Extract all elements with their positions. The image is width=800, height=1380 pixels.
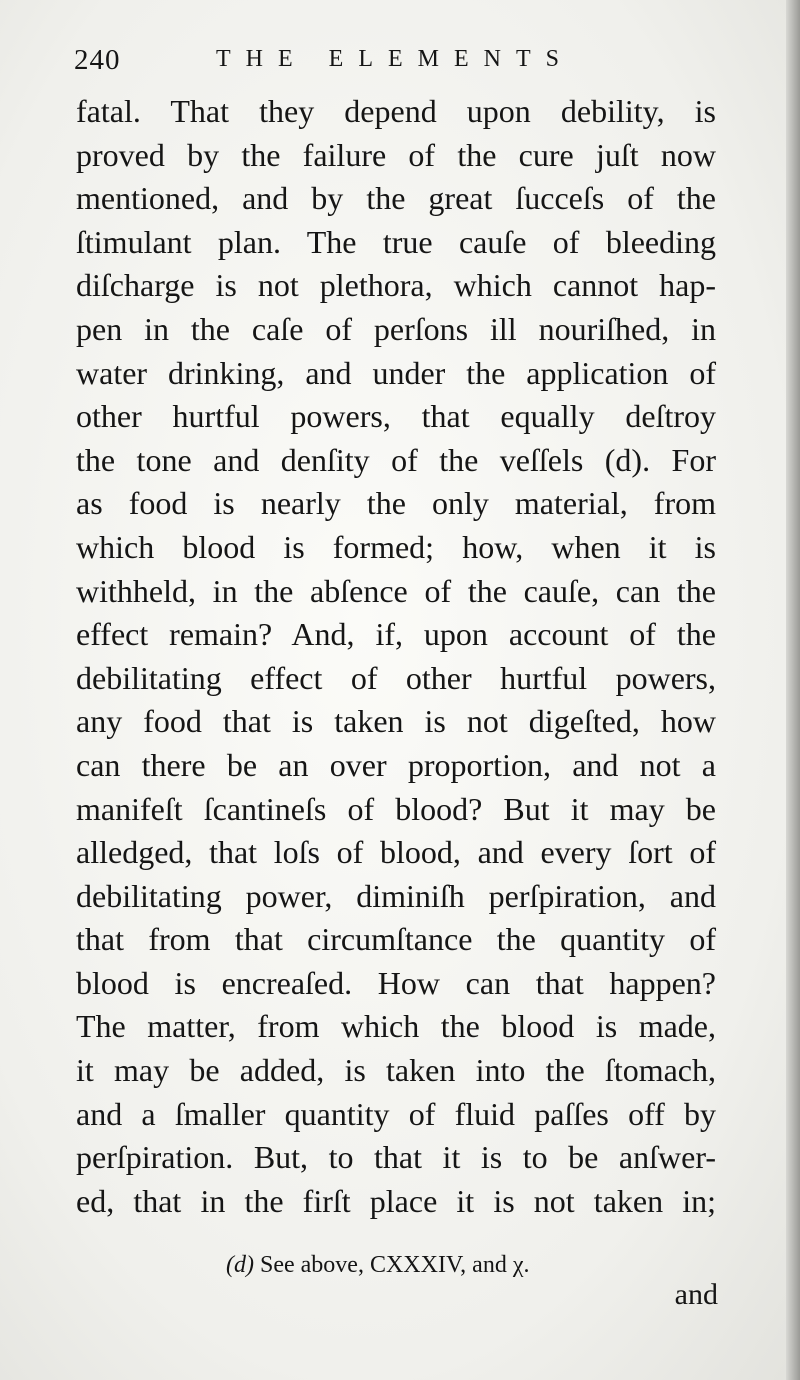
text-line: water drinking, and under the application of [76,354,716,391]
text-line: manifeſt ſcantineſs of blood? But it may be [76,790,716,827]
text-line: it may be added, is taken into the ſtomach, [76,1052,716,1089]
running-head: THE ELEMENTS [216,46,574,72]
text-line: pen in the caſe of perſons ill nouriſhed, in [76,310,716,347]
body-text [76,90,716,1223]
text-line: withheld, in the abſence of the cauſe, can the [76,572,716,609]
text-line: debilitating power, diminiſh perſpiration, and [76,877,716,914]
text-line: debilitating effect of other hurtful powers, [76,659,716,696]
text-line: that from that circumſtance the quantity of [76,921,716,958]
page-header [74,44,720,76]
text-line: mentioned, and by the great ſucceſs of the [76,180,716,217]
text-line: perſpiration. But, to that it is to be anſwer- [76,1139,716,1176]
page-number: 240 [74,44,121,76]
text-line: The matter, from which the blood is made, [76,1008,716,1045]
text-line: diſcharge is not plethora, which cannot hap- [76,267,716,304]
text-line: the tone and denſity of the veſſels (d). For [76,441,716,478]
text-line: which blood is formed; how, when it is [76,528,716,565]
footnote [226,1252,529,1279]
text-line: can there be an over proportion, and not a [76,746,716,783]
text-line: and a ſmaller quantity of fluid paſſes off by [76,1095,716,1132]
footnote-text: See above, CXXXIV, and χ. [253,1252,530,1278]
text-line: blood is encreaſed. How can that happen? [76,964,716,1001]
footnote-mark: (d) [226,1252,254,1278]
catchword: and [674,1278,718,1311]
text-line: proved by the failure of the cure juſt now [76,136,716,173]
text-line: alledged, that loſs of blood, and every ſort of [76,834,716,871]
text-line: any food that is taken is not digeſted, how [76,703,716,740]
text-line: ſtimulant plan. The true cauſe of bleeding [76,223,716,260]
page-edge-shadow [786,0,800,1380]
text-line: other hurtful powers, that equally deſtroy [76,398,716,435]
text-line: fatal. That they depend upon debility, is [76,93,716,129]
text-line: as food is nearly the only material, from [76,485,716,522]
text-line: ed, that in the firſt place it is not taken in; [76,1182,716,1219]
text-line: effect remain? And, if, upon account of the [76,616,716,653]
